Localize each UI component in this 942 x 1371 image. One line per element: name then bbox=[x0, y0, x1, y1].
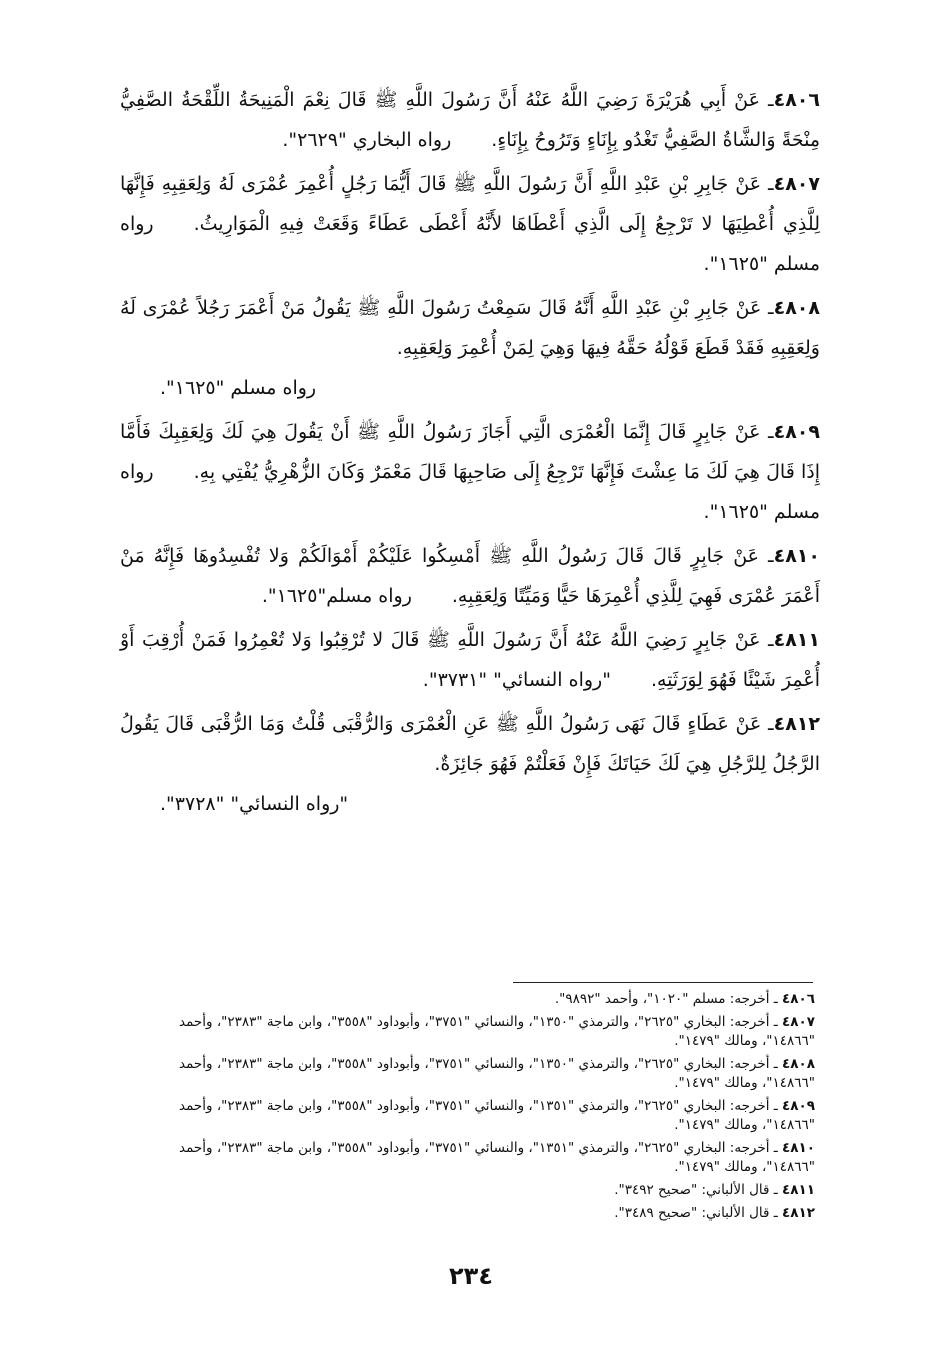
hadith-source: رواه مسلم "١٦٢٥". bbox=[120, 461, 820, 523]
hadith-4806 bbox=[120, 80, 820, 160]
hadith-number: ٤٨٠٧ bbox=[773, 173, 820, 195]
footnote-number: ٤٨٠٦ bbox=[782, 991, 815, 1007]
footnote-text: ـ أخرجه: مسلم "١٠٢٠"، وأحمد "٩٨٩٢". bbox=[554, 991, 778, 1007]
footnote-text: ـ أخرجه: البخاري "٢٦٢٥"، والترمذي "١٣٥٠"، والنسائي "٣٧٥١"، وأبوداود "٣٥٥٨"، وابن ماجة "٢٣٨٣"، وأحمد "١٤٨٦٦"، ومالك "١٤٧٩". bbox=[179, 1056, 815, 1091]
hadith-source: رواه مسلم "١٦٢٥". bbox=[160, 377, 317, 399]
hadith-number: ٤٨١٢ bbox=[773, 713, 820, 735]
footnote-4806 bbox=[135, 990, 815, 1009]
footnote-4812 bbox=[135, 1204, 815, 1223]
hadith-4810 bbox=[120, 536, 820, 616]
footnote-number: ٤٨١٠ bbox=[782, 1140, 815, 1156]
hadith-text: ـ عَنْ جَابِرٍ قَالَ قَالَ رَسُولُ اللَّهِ ﷺ أَمْسِكُوا عَلَيْكُمْ أَمْوَالَكُمْ وَلا تُفْسِدُوهَا فَإِنَّهُ مَنْ أَعْمَرَ عُمْرَى فَهِيَ لِلَّذِي أُعْمِرَهَا حَيًّا وَمَيِّتًا وَلِعَقِبِهِ. bbox=[120, 545, 820, 607]
footnote-text: ـ قال الألباني: "صحيح ٣٤٩٢". bbox=[614, 1182, 778, 1198]
hadith-number: ٤٨١١ bbox=[773, 629, 820, 651]
footnote-number: ٤٨٠٨ bbox=[782, 1056, 815, 1072]
hadith-number: ٤٨١٠ bbox=[773, 545, 820, 567]
footnote-text: ـ أخرجه: البخاري "٢٦٢٥"، والترمذي "١٣٥١"، والنسائي "٣٧٥١"، وأبوداود "٣٥٥٨"، وابن ماجة "٢٣٨٣"، وأحمد "١٤٨٦٦"، ومالك "١٤٧٩". bbox=[179, 1098, 815, 1133]
footnote-number: ٤٨٠٩ bbox=[782, 1098, 815, 1114]
footnote-number: ٤٨١٢ bbox=[782, 1205, 815, 1221]
hadith-text: ـ عَنْ جَابِرِ بْنِ عَبْدِ اللَّهِ أَنَّهُ قَالَ سَمِعْتُ رَسُولَ اللَّهِ ﷺ يَقُولُ مَنْ أَعْمَرَ رَجُلاً عُمْرَى لَهُ وَلِعَقِبِهِ فَقَدْ قَطَعَ قَوْلُهُ حَقَّهُ فِيهَا وَهِيَ لِمَنْ أُعْمِرَ وَلِعَقِبِهِ. bbox=[120, 297, 820, 359]
hadith-source: رواه البخاري "٢٦٢٩". bbox=[282, 129, 452, 151]
hadith-text: ـ عَنْ عَطَاءٍ قَالَ نَهَى رَسُولُ اللَّهِ ﷺ عَنِ الْعُمْرَى وَالرُّقْبَى قُلْتُ وَمَا الرُّقْبَى قَالَ يَقُولُ الرَّجُلُ لِلرَّجُلِ هِيَ لَكَ حَيَاتَكَ فَإِنْ فَعَلْتُمْ فَهُوَ جَائِزَةٌ. bbox=[120, 713, 820, 775]
hadith-4809 bbox=[120, 412, 820, 532]
footnote-text: ـ أخرجه: البخاري "٢٦٢٥"، والترمذي "١٣٥٠"، والنسائي "٣٧٥١"، وأبوداود "٣٥٥٨"، وابن ماجة "٢٣٨٣"، وأحمد "١٤٨٦٦"، ومالك "١٤٧٩". bbox=[179, 1014, 815, 1049]
footnote-4811 bbox=[135, 1181, 815, 1200]
hadith-text: ـ عَنْ جَابِرِ بْنِ عَبْدِ اللَّهِ أَنَّ رَسُولَ اللَّهِ ﷺ قَالَ أَيُّمَا رَجُلٍ أُعْمِرَ عُمْرَى لَهُ وَلِعَقِبِهِ فَإِنَّهَا لِلَّذِي أُعْطِيَهَا لا تَرْجِعُ إِلَى الَّذِي أَعْطَاهَا لأَنَّهُ أَعْطَى عَطَاءً وَقَعَتْ فِيهِ الْمَوَارِيثُ. bbox=[120, 173, 820, 235]
hadith-number: ٤٨٠٦ bbox=[773, 89, 820, 111]
footnote-number: ٤٨١١ bbox=[782, 1182, 815, 1198]
hadith-number: ٤٨٠٩ bbox=[773, 421, 820, 443]
hadith-4812 bbox=[120, 704, 820, 824]
hadith-text: ـ عَنْ أَبِي هُرَيْرَةَ رَضِيَ اللَّهُ عَنْهُ أَنَّ رَسُولَ اللَّهِ ﷺ قَالَ نِعْمَ الْمَنِيحَةُ اللِّقْحَةُ الصَّفِيُّ مِنْحَةً وَالشَّاةُ الصَّفِيُّ تَغْدُو بِإِنَاءٍ وَتَرُوحُ بِإِنَاءٍ. bbox=[120, 89, 820, 151]
hadith-source: رواه مسلم"١٦٢٥". bbox=[261, 585, 412, 607]
footnote-4808 bbox=[135, 1055, 815, 1093]
footnote-text: ـ أخرجه: البخاري "٢٦٢٥"، والترمذي "١٣٥١"، والنسائي "٣٧٥١"، وأبوداود "٣٥٥٨"، وابن ماجة "٢٣٨٣"، وأحمد "١٤٨٦٦"، ومالك "١٤٧٩". bbox=[179, 1140, 815, 1175]
hadith-4807 bbox=[120, 164, 820, 284]
footnotes bbox=[135, 990, 815, 1227]
main-text bbox=[120, 80, 820, 828]
hadith-4808 bbox=[120, 288, 820, 408]
footnote-divider bbox=[513, 982, 813, 983]
hadith-source: رواه مسلم "١٦٢٥". bbox=[120, 213, 820, 275]
hadith-source: "رواه النسائي" "٣٧٣١". bbox=[422, 669, 611, 691]
footnote-4809 bbox=[135, 1097, 815, 1135]
footnote-number: ٤٨٠٧ bbox=[782, 1014, 815, 1030]
footnote-4810 bbox=[135, 1139, 815, 1177]
hadith-4811 bbox=[120, 620, 820, 700]
page-number: ٢٣٤ bbox=[449, 1262, 493, 1290]
footnote-text: ـ قال الألباني: "صحيح ٣٤٨٩". bbox=[614, 1205, 778, 1221]
hadith-source: "رواه النسائي" "٣٧٢٨". bbox=[160, 793, 349, 815]
footnote-4807 bbox=[135, 1013, 815, 1051]
hadith-text: ـ عَنْ جَابِرٍ قَالَ إِنَّمَا الْعُمْرَى الَّتِي أَجَازَ رَسُولُ اللَّهِ ﷺ أَنْ يَقُولَ هِيَ لَكَ وَلِعَقِبِكَ فَأَمَّا إِذَا قَالَ هِيَ لَكَ مَا عِشْتَ فَإِنَّهَا تَرْجِعُ إِلَى صَاحِبِهَا قَالَ مَعْمَرٌ وَكَانَ الزُّهْرِيُّ يُفْتِي بِهِ. bbox=[120, 421, 820, 483]
hadith-number: ٤٨٠٨ bbox=[773, 297, 820, 319]
hadith-text: ـ عَنْ جَابِرٍ رَضِيَ اللَّهُ عَنْهُ أَنَّ رَسُولَ اللَّهِ ﷺ قَالَ لا تُرْقِبُوا وَلا تُعْمِرُوا فَمَنْ أُرْقِبَ أَوْ أُعْمِرَ شَيْئًا فَهُوَ لِوَرَثَتِهِ. bbox=[120, 629, 820, 691]
